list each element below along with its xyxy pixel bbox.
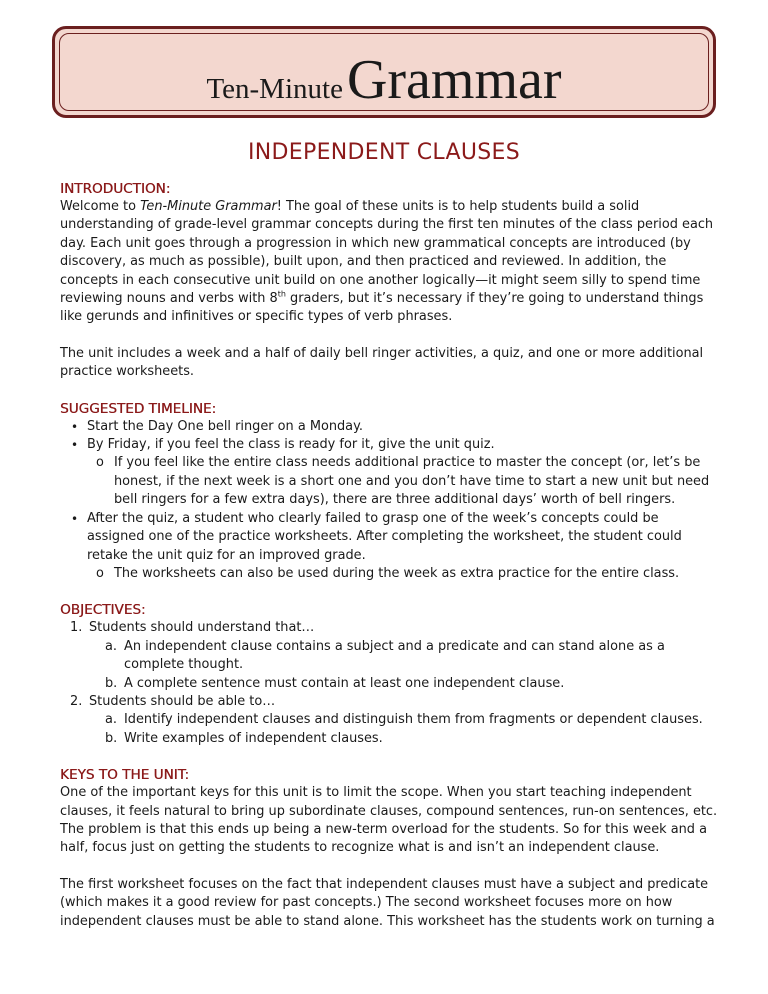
list-item bbox=[89, 638, 720, 675]
banner-title-small: Ten-Minute bbox=[206, 73, 343, 105]
intro-italic-title: Ten-Minute Grammar bbox=[140, 199, 277, 214]
title-banner bbox=[52, 26, 716, 118]
circle-bullet-icon: o bbox=[96, 565, 104, 581]
objective-subitem-text: An independent clause contains a subject and a predicate and can stand alone as a complete thought. bbox=[124, 638, 665, 673]
objective-subitem-text: Identify independent clauses and distinguish them from fragments or dependent clauses. bbox=[124, 712, 703, 728]
objectives-heading: OBJECTIVES: bbox=[60, 602, 146, 619]
intro-text-before: Welcome to bbox=[60, 199, 141, 214]
bullet-icon: • bbox=[71, 438, 79, 453]
keys-paragraph-1: One of the important keys for this unit is to limit the scope. When you start teaching independent clauses, it feels natural to bring up subordinate clauses, compound sentences, run-on sentences, etc. The problem is that this ends up being a new-term overload for the students. So for this week and a half, focus just on getting the students to recognize what is and isn’t an independent clause. bbox=[60, 785, 718, 856]
document-body bbox=[60, 180, 720, 931]
keys-paragraph-2: The first worksheet focuses on the fact that independent clauses must have a subject and predicate (which makes it a good review for past concepts.) The second worksheet focuses more on how independent clauses must be able to stand alone. This worksheet has the students work on turning a bbox=[60, 876, 715, 929]
intro-superscript: th bbox=[277, 289, 286, 299]
objectives-list bbox=[60, 619, 720, 748]
objective-letter: b. bbox=[105, 730, 118, 746]
document-title: INDEPENDENT CLAUSES bbox=[248, 140, 520, 165]
introduction-paragraph-2: The unit includes a week and a half of daily bell ringer activities, a quiz, and one or more additional practice worksheets. bbox=[60, 345, 704, 380]
timeline-sublist bbox=[87, 454, 720, 509]
timeline-sublist bbox=[87, 565, 720, 583]
timeline-subitem-text: The worksheets can also be used during the week as extra practice for the entire class. bbox=[114, 565, 680, 581]
intro-text-after: ! The goal of these units is to help students build a solid understanding of grade-level grammar concepts during the first ten minutes of the class period each day. Each unit goes through a progression in which new grammatical concepts are introduced (by discovery, as much as possible), built upon, and then practiced and reviewed. In addition, the concepts in each consecutive unit build on one another logically—it might seem silly to spend time reviewing nouns and verbs with 8 bbox=[60, 199, 714, 307]
list-item bbox=[89, 675, 720, 693]
timeline-item-text: By Friday, if you feel the class is ready for it, give the unit quiz. bbox=[87, 437, 495, 453]
objective-sublist bbox=[89, 711, 720, 748]
title-banner-inner bbox=[59, 33, 709, 111]
circle-bullet-icon: o bbox=[96, 455, 104, 471]
introduction-heading: INTRODUCTION: bbox=[60, 181, 171, 197]
list-item bbox=[60, 619, 720, 693]
list-item bbox=[60, 436, 720, 510]
objective-text: Students should understand that… bbox=[89, 620, 315, 636]
list-item bbox=[60, 510, 720, 584]
intro-text-end: graders, but it’s necessary if they’re going to understand things like gerunds and infinitives or specific types of verb phrases. bbox=[60, 291, 704, 325]
timeline-subitem-text: If you feel like the entire class needs additional practice to master the concept (or, let’s be honest, if the next week is a short one and you don’t have time to start a new unit but need bell ringers for a few extra days), there are three additional days’ worth of bell ringers. bbox=[114, 455, 710, 508]
list-item bbox=[60, 693, 720, 748]
objective-letter: b. bbox=[105, 675, 118, 691]
timeline-item-text: Start the Day One bell ringer on a Monday. bbox=[87, 418, 363, 434]
list-item bbox=[87, 565, 720, 583]
objective-sublist bbox=[89, 638, 720, 693]
objective-subitem-text: A complete sentence must contain at least one independent clause. bbox=[124, 675, 565, 691]
list-item bbox=[89, 730, 720, 748]
introduction-paragraph-1 bbox=[60, 198, 720, 327]
bullet-icon: • bbox=[71, 511, 79, 526]
objective-number: 2. bbox=[70, 693, 83, 709]
objective-letter: a. bbox=[105, 638, 117, 654]
timeline-list bbox=[60, 418, 720, 584]
bullet-icon: • bbox=[71, 419, 79, 434]
objective-number: 1. bbox=[70, 620, 83, 636]
timeline-item-text: After the quiz, a student who clearly failed to grasp one of the week’s concepts could be assigned one of the practice worksheets. After completing the worksheet, the student could retake the unit quiz for an improved grade. bbox=[87, 510, 682, 563]
objective-letter: a. bbox=[105, 712, 117, 728]
banner-title-big: Grammar bbox=[346, 49, 562, 111]
objective-subitem-text: Write examples of independent clauses. bbox=[124, 730, 383, 746]
list-item bbox=[89, 711, 720, 729]
timeline-heading: SUGGESTED TIMELINE: bbox=[60, 400, 217, 417]
objective-text: Students should be able to… bbox=[89, 693, 276, 709]
keys-heading: KEYS TO THE UNIT: bbox=[60, 767, 190, 784]
list-item bbox=[60, 418, 720, 436]
banner-title bbox=[206, 49, 562, 111]
list-item bbox=[87, 454, 720, 509]
